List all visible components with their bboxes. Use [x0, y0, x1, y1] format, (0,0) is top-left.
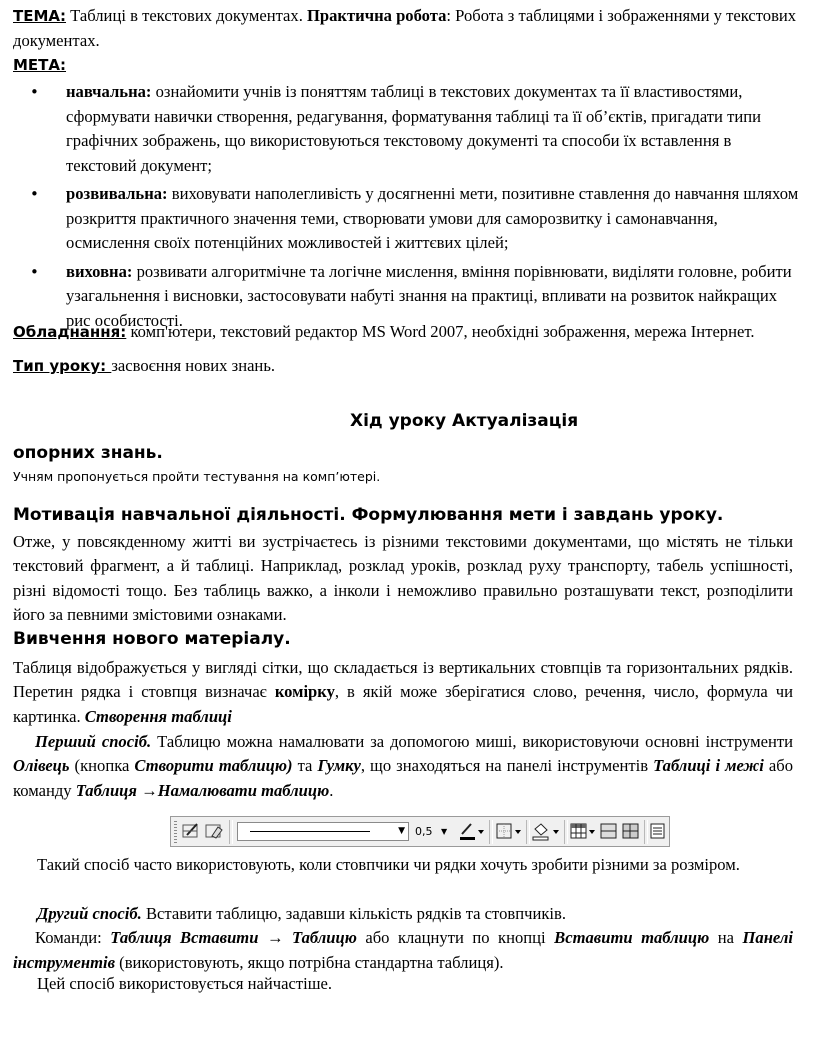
chevron-down-icon: ▼	[441, 827, 448, 836]
bullet-icon: •	[30, 262, 39, 281]
toolbar-grip	[174, 821, 177, 843]
goal-item-educational	[30, 80, 800, 178]
insert-table-icon[interactable]	[569, 821, 597, 842]
goal-item-text: розвивати алгоритмічне та логічне мислення, вміння порівнювати, виділяти головне, робити узагальнення і висновки, застосовувати набуті знання на практиці, впливати на розвиток найкращих рис особистості.	[66, 261, 792, 330]
first-method-text: або команду	[13, 756, 793, 800]
toolbar-separator	[564, 820, 568, 844]
pencil-icon[interactable]	[181, 821, 201, 842]
topic-paragraph	[13, 4, 803, 53]
first-method-paragraph	[13, 730, 793, 803]
goal-item-label: навчальна:	[66, 82, 152, 101]
toolbar-separator	[644, 820, 648, 844]
first-method-text: Таблицю можна намалювати за допомогою миші, використовуючи основні інструменти	[151, 732, 793, 751]
practical-label: Практична робота	[307, 6, 447, 25]
toolbar-name: Таблиці і межі	[653, 756, 764, 776]
commands-text: (використовують, якщо потрібна стандартна таблиця).	[115, 952, 504, 972]
first-method-text: (кнопка	[69, 756, 135, 776]
goal-label: МЕТА:	[13, 56, 67, 74]
study-intro-part: , в якій може зберігатися слово, речення, число, формула чи картинка.	[13, 682, 793, 726]
shading-color-icon[interactable]	[531, 821, 561, 842]
line-style-preview	[250, 831, 370, 832]
eraser-tool: Гумку	[317, 756, 361, 776]
first-method-text: .	[329, 780, 334, 800]
eraser-icon[interactable]	[204, 821, 224, 842]
draw-table-command: Таблиця →Намалювати таблицю	[75, 780, 330, 800]
toolbar-separator	[229, 820, 233, 844]
motivation-heading: Мотивація навчальної діяльності. Формулювання мети і завдань уроку.	[13, 505, 724, 525]
second-method-paragraph	[37, 902, 807, 927]
equipment-label: Обладнання:	[13, 323, 127, 341]
create-table-tool: Створити таблицю)	[134, 756, 293, 776]
align-icon[interactable]	[650, 821, 666, 842]
tables-borders-toolbar	[170, 816, 670, 847]
practical-text: : Робота з таблицями і зображеннями у текстових документах.	[13, 6, 797, 50]
border-color-icon[interactable]	[458, 821, 486, 842]
bullet-icon: •	[30, 185, 39, 203]
last-note: Цей спосіб використовується найчастіше.	[37, 974, 333, 993]
commands-text: на	[709, 928, 743, 947]
cell-term: комірку	[274, 682, 335, 702]
create-table-label: Створення таблиці	[84, 706, 232, 726]
chevron-down-icon: ▼	[398, 826, 405, 836]
commands-paragraph	[13, 926, 793, 975]
equipment-paragraph	[13, 320, 813, 345]
study-intro	[13, 656, 793, 729]
line-style-select[interactable]	[237, 822, 409, 841]
first-method-text: , що знаходяться на панелі інструментів	[360, 756, 654, 776]
line-width-value: 0,5	[415, 825, 433, 838]
second-method-label: Другий спосіб.	[37, 904, 142, 923]
study-heading: Вивчення нового матеріалу.	[13, 629, 291, 649]
goal-item-text: ознайомити учнів із поняттям таблиці в текстових документах та її властивостями, сформувати навички створення, редагування, форматування таблиці та її об’єктів, пригадати типи графічних зображень, що використовуються текстовому документі та способи їх вставлення в текстовий документ;	[66, 82, 761, 175]
toolbar-separator	[489, 820, 493, 844]
course-heading-cont: опорних знань.	[13, 443, 163, 463]
lesson-type-text: засвоєння нових знань.	[111, 356, 276, 375]
goal-item-label: виховна:	[66, 261, 133, 281]
course-heading: Хід уроку Актуалізація	[350, 411, 579, 431]
toolbar-panel-name: Панелі інструментів	[13, 928, 794, 972]
goal-item-developmental	[30, 182, 800, 256]
insert-table-button-name: Вставити таблицю	[554, 928, 710, 947]
borders-icon[interactable]	[495, 821, 523, 842]
second-method-text: Вставити таблицю, задавши кількість рядків та стовпчиків.	[141, 904, 566, 923]
pencil-tool: Олівець	[13, 756, 70, 776]
topic-text: Таблиці в текстових документах.	[66, 6, 307, 25]
goal-item-label: розвивальна:	[66, 184, 168, 203]
lesson-type-label: Тип уроку:	[13, 357, 112, 375]
topic-label: ТЕМА:	[13, 7, 67, 25]
lesson-type-paragraph	[13, 354, 803, 379]
equipment-text: комп'ютери, текстовий редактор MS Word 2007, необхідні зображення, мережа Інтернет.	[126, 322, 755, 341]
bullet-icon: •	[30, 83, 39, 101]
merge-cells-icon[interactable]	[599, 821, 619, 842]
commands-text: Команди:	[35, 928, 111, 947]
insert-table-command: Таблиця Вставити → Таблицю	[110, 928, 357, 947]
test-note: Учням пропонується пройти тестування на комп’ютері.	[13, 469, 381, 484]
toolbar-separator	[526, 820, 530, 844]
study-intro-part: Таблиця відображується у вигляді сітки, що складається із вертикальних стовпців та горизонтальних рядків. Перетин рядка і стовпця визначає	[13, 658, 793, 702]
first-method-label: Перший спосіб.	[35, 732, 152, 751]
goal-list	[30, 80, 800, 333]
split-cells-icon[interactable]	[621, 821, 641, 842]
motivation-text: Отже, у повсякденному житті ви зустрічаєтесь із різними текстовими документами, що містять не тільки текстовий фрагмент, а й таблиці. Наприклад, розклад уроків, розклад руху транспорту, табель успішності, різні відомості тощо. Без таблиць важко, а інколи і неможливо правильно розташувати текст, розподілити його за певними змістовими ознаками.	[13, 532, 793, 624]
commands-text: або клацнути по кнопці	[356, 928, 555, 947]
line-width-select[interactable]	[415, 822, 455, 841]
goal-heading	[13, 56, 66, 75]
goal-item-text: виховувати наполегливість у досягненні мети, позитивне ставлення до навчання шляхом розкриття практичного значення теми, створювати умови для саморозвитку і самонавчання, осмислення своїх потенційних можливостей і життєвих цілей;	[66, 184, 799, 252]
first-method-note: Такий спосіб часто використовують, коли стовпчики чи рядки хочуть зробити різними за розміром.	[37, 855, 740, 874]
first-method-text: та	[292, 756, 318, 776]
